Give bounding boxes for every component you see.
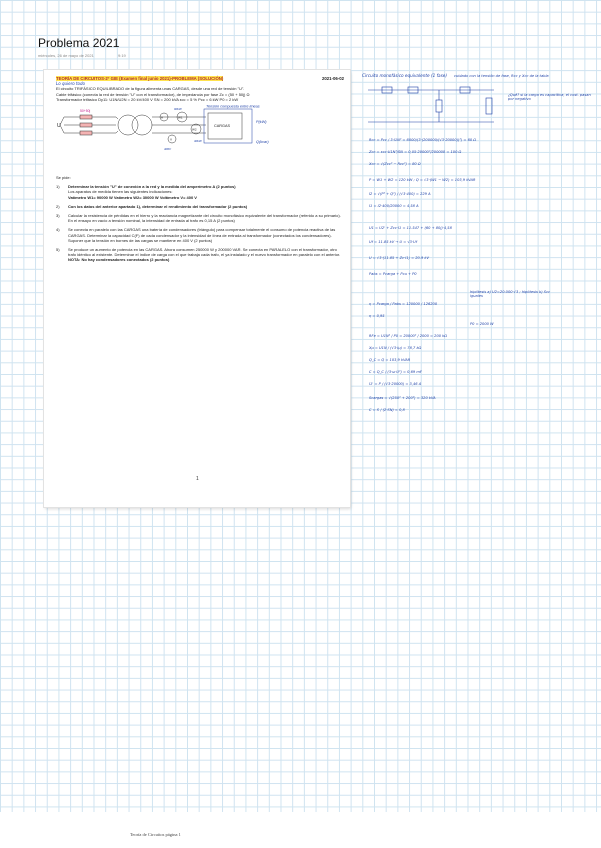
aron-note: Tensión compuesta entre líneas bbox=[206, 105, 260, 109]
question-4-text: Se conecta en paralelo con las CARGAS una batería de condensadores (triángulo) para compensar totalmente el consumo de potencia reactiva de las CARGAS. Determinar la capacidad C(F) de cada condensador y la intensidad de línea de entrada al transformador (conectados los condensadores). Suponer que la tensión en bornes de las cargas se mantiene en 400 V (2 puntos) bbox=[68, 227, 336, 243]
exam-page-number: 1 bbox=[196, 476, 199, 482]
calc-line-1: Rcc = Pcc / 3·I1N² = 6000/(3·(200000/(√3·20000))²) = 60 Ω bbox=[369, 138, 477, 142]
calc-line-16: C = Q_C / (3·ω·U²) = 0,69 mF bbox=[369, 370, 422, 374]
calc-line-6: I1 = I2·400/20000 = 4,58 A bbox=[369, 204, 419, 208]
exam-header-title: TEORÍA DE CIRCUITOS-2º GIE (Examen final junio 2021)-PROBLEMA (SOLUCIÓN) bbox=[56, 76, 224, 81]
exam-text bbox=[56, 76, 344, 263]
question-4: 4) Se conecta en paralelo con las CARGAS una batería de condensadores (triángulo) para compensar totalmente el consumo de potencia reactiva de las CARGAS. Determinar la capacidad C(F) de cada condensador y la intensidad de línea de entrada al transformador (conectados los condensadores). Suponer que la tensión en bornes de las cargas se mantiene en 400 V (2 puntos) bbox=[56, 227, 344, 243]
calc-line-8: Uf = 11.85 kV → U = √3·Uf bbox=[369, 240, 417, 244]
intro-line-1: El circuito TRIFÁSICO EQUILIBRADO de la figura alimenta unas CARGAS, desde una red de tensión "U". bbox=[56, 86, 245, 92]
w1-reading-hand: 90kW bbox=[174, 107, 182, 112]
calc-line-4: P = W1 + W2 = 120 kW ; Q = √3·(W1 − W2) = 103,9 kVAR bbox=[369, 178, 476, 182]
se-pide: Se pide: bbox=[56, 175, 71, 181]
question-2: 2) Con los datos del anterior apartado 1), determinar el rendimiento del transformador (2 puntos) bbox=[56, 203, 248, 209]
v-reading-hand: 400V bbox=[164, 147, 172, 152]
p-annotation: P(kW) bbox=[256, 120, 267, 125]
loads-label: CARGAS bbox=[214, 124, 231, 129]
wattmeter-w2-label: W2 bbox=[192, 127, 197, 132]
intro-line-3: Transformador trifásico Dy11: U1N/U2N = 20 kV/400 V SN = 200 kVA εcc = 5 % Pcc = 6 kW P0 = 2 kW bbox=[56, 96, 239, 102]
hypothesis-bracket-note: hipótesis a) U2=20.000·√3 ; hipótesis b) Scc iguales bbox=[470, 290, 551, 299]
ammeter-label: A bbox=[161, 115, 164, 120]
question-1-sub: Los aparatos de medida tienen las siguientes indicaciones: bbox=[68, 189, 173, 195]
question-5-text: Se produce un aumento de potencia en las CARGAS. Ahora consumen 250000 W y 200000 VAR. Se conecta en PARALELO con el transformador, otro trafo idéntico al existente. Determinar el índice de carga con el que trabaja cada trafo, el ya instalado y el nuevo transformador en paralelo con el anterior. bbox=[68, 247, 341, 258]
equivalent-circuit-sketch bbox=[364, 82, 504, 128]
calc-line-15: Q_C = Q = 103,9 kVAR bbox=[369, 358, 411, 362]
page-date: miércoles, 26 de mayo de 2021 bbox=[38, 53, 94, 58]
calc-line-18: Scargas = √(250² + 200²) = 320 kVA bbox=[369, 396, 436, 400]
pink-side-note: ¿Qué? si la carga es capacitiva, el cost. pasan por negativo bbox=[508, 93, 591, 102]
iron-loss-note: P0 = 2000 W bbox=[470, 322, 494, 326]
intro-line-2: Cable trifásico (conecta la red de tensión "U" con el transformador), de impedancia por fase Zc = (50 + 50j) Ω bbox=[56, 91, 250, 97]
calc-line-13: RFe = U1N² / P0 = 20000² / 2000 = 200 kΩ bbox=[369, 334, 448, 338]
handwritten-top-note: Lo quiero todo bbox=[56, 81, 85, 87]
question-1-values: Vatímetro W1= 90000 W Vatímetro W2= 30000 W Voltímetro V= 400 V bbox=[68, 194, 197, 200]
question-5-note: NOTA: No hay condensadores conectados (2 puntos) bbox=[68, 257, 170, 263]
question-3-text: Calcular la resistencia de pérdidas en el hierro y la reactancia magnetizante del circuito monofásico equivalente del transformador (referido a su primario). En el ensayo en vacío a tensión nominal, la intensidad de entrada al trafo es 0,15 A (2 puntos) bbox=[68, 213, 341, 224]
zc-label: 50+50j bbox=[80, 109, 91, 114]
calc-line-14: Xμ = U1N / (√3·Iμ) = 78,7 kΩ bbox=[369, 346, 422, 350]
calc-line-7: U1 = U2' + Zcc·I1 = 11.547 + (60 + 80j)·4,58 bbox=[369, 226, 452, 230]
calc-line-3: Xcc = √(Zcc² − Rcc²) = 80 Ω bbox=[369, 162, 421, 166]
calc-line-5: I2 = √(P² + Q²) / (√3·400) = 229 A bbox=[369, 192, 431, 196]
calc-line-2: Zcc = εcc·U1N²/SN = 0,05·20000²/200000 = 100 Ω bbox=[369, 150, 462, 154]
question-5: 5) Se produce un aumento de potencia en las CARGAS. Ahora consumen 250000 W y 200000 VAR. Se conecta en PARALELO con el transformador, otro trafo idéntico al existente. Determinar el índice de carga con el que trabaja cada trafo, el ya instalado y el nuevo transformador en paralelo con el anterior. NOTA: No hay condensadores conectados (2 puntos) bbox=[56, 247, 344, 263]
onenote-footer: Teoría de Circuitos página 1 bbox=[130, 832, 181, 837]
page-title: Problema 2021 bbox=[38, 36, 120, 50]
voltmeter-label: V bbox=[170, 137, 173, 142]
exam-header-date: 2021-06-02 bbox=[322, 76, 344, 81]
q-annotation: Q(kvar) bbox=[256, 140, 269, 145]
question-1-text: Determinar la tensión "U" de conexión a la red y la medida del amperímetro A (2 puntos) bbox=[68, 184, 236, 190]
w2-reading-hand: 30kW bbox=[194, 139, 202, 144]
question-3: 3) Calcular la resistencia de pérdidas en el hierro y la reactancia magnetizante del circuito monofásico equivalente del transformador (referido a su primario). En el ensayo en vacío a tensión nominal, la intensidad de entrada al trafo es 0,15 A (2 puntos) bbox=[56, 213, 344, 223]
calc-line-17: I1' = P / (√3·20000) = 3,46 A bbox=[369, 382, 422, 386]
question-2-text: Con los datos del anterior apartado 1), determinar el rendimiento del transformador (2 puntos) bbox=[68, 203, 248, 209]
circuit-diagram bbox=[56, 105, 344, 169]
notes-header: Circuito monofásico equivalente (1 fase) bbox=[362, 73, 448, 78]
calc-line-11: η = Pcarga / Pabs = 120000 / 126200 bbox=[369, 302, 438, 306]
calc-line-9: U = √3·(11.85 + Zc·I1) = 20.9 kV bbox=[369, 256, 429, 260]
notes-header-right: cuidado con la tensión de fase, Rcc y Xcc de la tabla bbox=[454, 74, 549, 78]
page-time: 9:19 bbox=[118, 53, 126, 58]
calc-line-10: Pabs = Pcarga + Pcu + P0 bbox=[369, 272, 417, 276]
question-1: 1) Determinar la tensión "U" de conexión a la red y la medida del amperímetro A (2 puntos) Los aparatos de medida tienen las siguientes indicaciones: Vatímetro W1= 90000 W Vatímetro W2= 30000 W Voltímetro V= 400 V bbox=[56, 184, 236, 200]
calc-line-19: C = S / (2·SN) = 0,8 bbox=[369, 408, 405, 412]
calc-line-12: η = 0,95 bbox=[369, 314, 385, 318]
wattmeter-w1-label: W1 bbox=[178, 115, 183, 120]
source-u-label: U bbox=[57, 123, 61, 130]
